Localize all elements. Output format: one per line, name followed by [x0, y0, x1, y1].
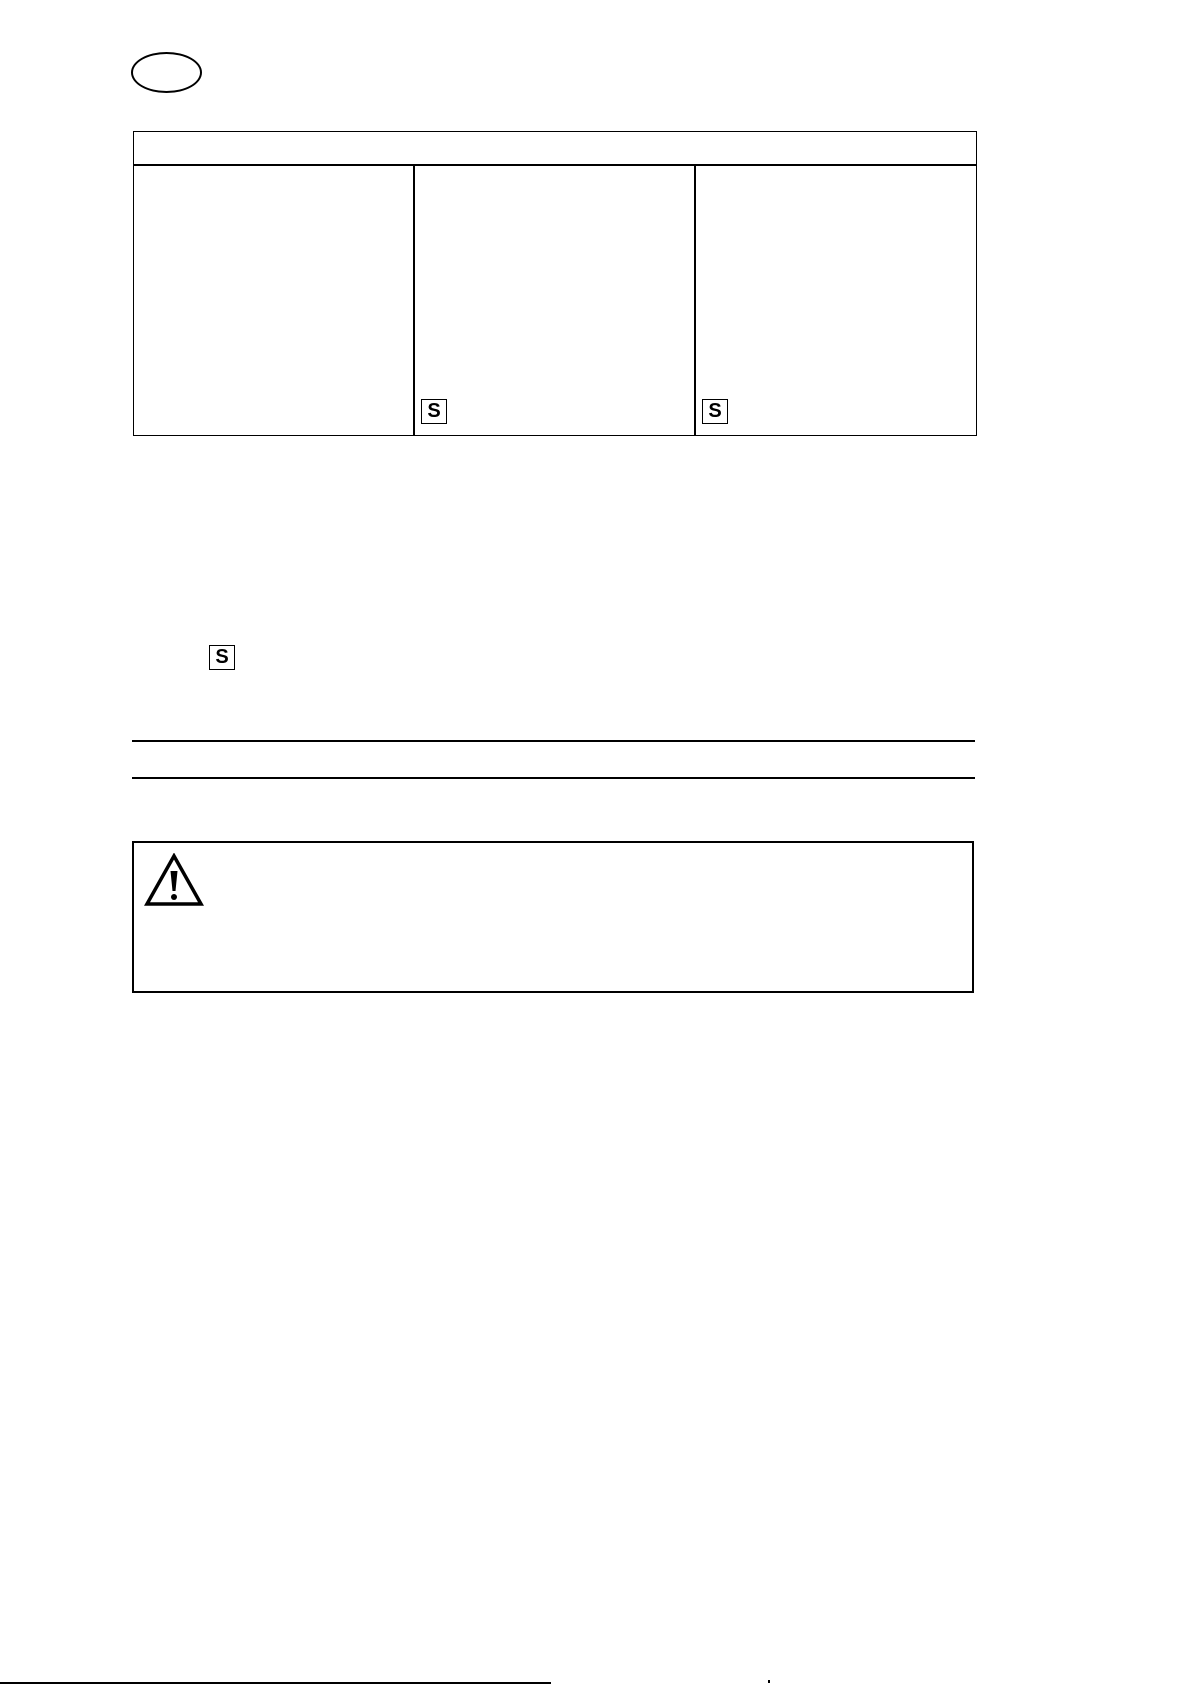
spec-table-header	[134, 132, 976, 166]
oval-badge-icon	[131, 52, 202, 93]
section-rule-top	[132, 740, 975, 742]
footer-line	[0, 1682, 551, 1684]
spec-table-cell-2	[415, 166, 694, 435]
s-symbol-box: S	[209, 645, 235, 670]
spec-table	[133, 131, 977, 436]
spec-table-cell-3	[696, 166, 975, 435]
s-symbol-box: S	[421, 399, 447, 424]
spec-table-cell-1	[134, 166, 413, 435]
warning-box	[132, 841, 974, 993]
footer-mark	[768, 1680, 770, 1683]
warning-triangle-icon	[144, 853, 204, 907]
section-rule-bottom	[132, 777, 975, 779]
s-symbol-box: S	[702, 399, 728, 424]
